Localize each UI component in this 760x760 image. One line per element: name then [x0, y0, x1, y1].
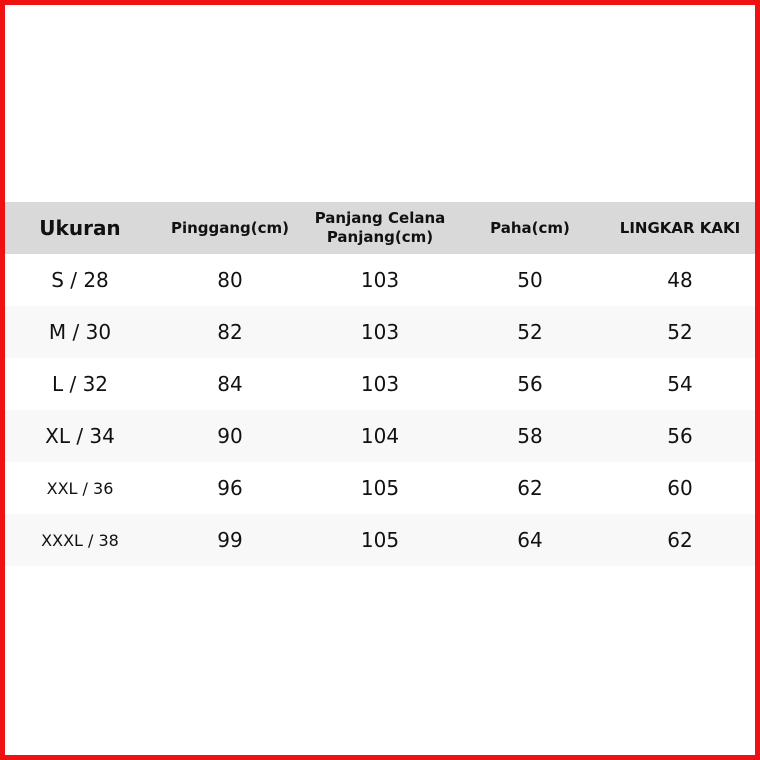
paha-cell: 64: [517, 528, 543, 552]
lingkar-kaki-cell: 60: [667, 476, 693, 500]
header-paha: Paha(cm): [490, 218, 570, 237]
panjang-cell: 103: [360, 320, 400, 344]
table-row: [5, 254, 755, 306]
panjang-cell: 105: [360, 476, 400, 500]
size-cell: XL / 34: [45, 424, 115, 448]
table-header-row: [5, 202, 755, 254]
table-row: [5, 462, 755, 514]
header-panjang-celana-line2: Panjang(cm): [326, 228, 434, 246]
header-ukuran: Ukuran: [39, 215, 121, 240]
table-row: [5, 410, 755, 462]
pinggang-cell: 84: [217, 372, 243, 396]
table-row: [5, 306, 755, 358]
lingkar-kaki-cell: 62: [667, 528, 693, 552]
size-cell: S / 28: [51, 268, 109, 292]
header-lingkar-kaki: LINGKAR KAKI: [619, 218, 741, 237]
paha-cell: 62: [517, 476, 543, 500]
table-row: [5, 514, 755, 566]
lingkar-kaki-cell: 48: [667, 268, 693, 292]
header-panjang-celana-line1: Panjang Celana: [314, 209, 446, 227]
size-cell: L / 32: [51, 372, 109, 396]
panjang-cell: 105: [360, 528, 400, 552]
pinggang-cell: 80: [217, 268, 243, 292]
size-cell: M / 30: [48, 320, 112, 344]
paha-cell: 58: [517, 424, 543, 448]
lingkar-kaki-cell: 52: [667, 320, 693, 344]
table-row: [5, 358, 755, 410]
pinggang-cell: 82: [217, 320, 243, 344]
paha-cell: 50: [517, 268, 543, 292]
header-pinggang: Pinggang(cm): [170, 218, 290, 237]
pinggang-cell: 99: [217, 528, 243, 552]
panjang-cell: 104: [360, 424, 400, 448]
lingkar-kaki-cell: 54: [667, 372, 693, 396]
panjang-cell: 103: [360, 268, 400, 292]
pinggang-cell: 90: [217, 424, 243, 448]
size-chart-table: [5, 202, 755, 566]
panjang-cell: 103: [360, 372, 400, 396]
paha-cell: 56: [517, 372, 543, 396]
size-cell: XXL / 36: [46, 478, 114, 498]
header-panjang-celana: [305, 209, 455, 247]
lingkar-kaki-cell: 56: [667, 424, 693, 448]
paha-cell: 52: [517, 320, 543, 344]
pinggang-cell: 96: [217, 476, 243, 500]
size-cell: XXXL / 38: [41, 530, 119, 550]
